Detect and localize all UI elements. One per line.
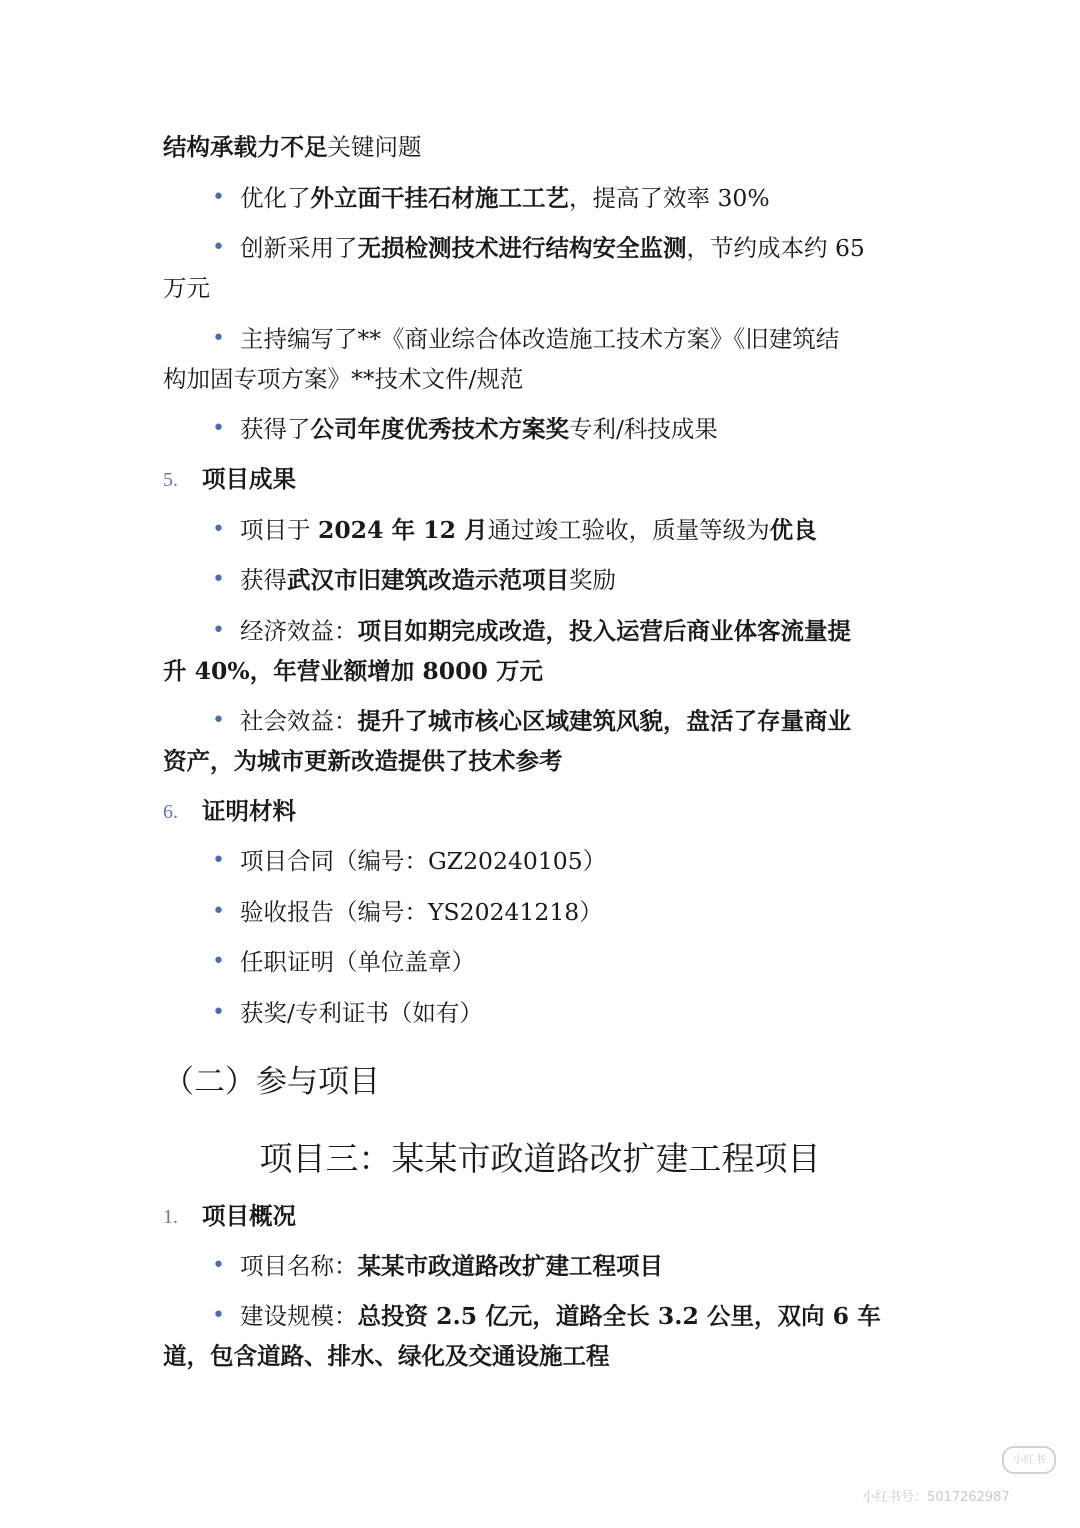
- bullet-dot: •: [212, 185, 225, 210]
- bullet-dot: •: [212, 1000, 225, 1025]
- bullet-dot: •: [212, 618, 225, 643]
- bold-text: 无损检测技术进行结构安全监测: [357, 234, 687, 262]
- text: 项目名称：: [240, 1252, 358, 1280]
- section-heading: 证明材料: [202, 797, 296, 825]
- bold-text: 公司年度优秀技术方案奖: [310, 415, 569, 443]
- text-line: 升 40%，年营业额增加 8000 万元: [163, 657, 543, 685]
- text: 建设规模：: [240, 1302, 358, 1330]
- bullet-dot: •: [212, 567, 225, 592]
- text: 专利/科技成果: [569, 415, 718, 443]
- bullet-text: [240, 1246, 920, 1286]
- bullet-text: [240, 701, 920, 741]
- text: ，提高了效率 30%: [569, 184, 770, 212]
- text-line: 构加固专项方案》**技术文件/规范: [163, 365, 524, 393]
- bullet-dot: •: [212, 517, 225, 542]
- watermark-logo: 小红书: [1002, 1446, 1056, 1474]
- bullet-dot: •: [212, 899, 225, 924]
- bullet-text: [240, 560, 920, 600]
- bold-text: 2024 年 12 月: [317, 516, 488, 544]
- bullet-dot: •: [212, 848, 225, 873]
- list-item: 验收报告（编号：YS20241218）: [240, 898, 603, 926]
- bold-text: 提升了城市核心区域建筑风貌，盘活了存量商业: [357, 707, 851, 735]
- project-title: 项目三：某某市政道路改扩建工程项目: [259, 1139, 821, 1178]
- text: 创新采用了: [240, 234, 358, 262]
- part-heading: （二）参与项目: [163, 1064, 380, 1100]
- bold-text: 优良: [769, 516, 817, 544]
- bullet-dot: •: [212, 326, 225, 351]
- text: ，节约成本约 65: [686, 234, 865, 262]
- text: 获得了: [240, 415, 311, 443]
- bullet-dot: •: [212, 416, 225, 441]
- bullet-dot: •: [212, 1253, 225, 1278]
- text-line: 资产，为城市更新改造提供了技术参考: [163, 747, 563, 775]
- text: 项目于: [240, 516, 318, 544]
- bold-text: 结构承载力不足: [163, 133, 328, 161]
- bold-text: 某某市政道路改扩建工程项目: [357, 1252, 663, 1280]
- section-number: 1.: [163, 1206, 178, 1228]
- list-item: 获奖/专利证书（如有）: [240, 999, 483, 1027]
- bold-text: 外立面干挂石材施工工艺: [310, 184, 569, 212]
- text-line: 万元: [163, 274, 210, 302]
- bullet-text: [240, 409, 920, 449]
- list-item: 任职证明（单位盖章）: [240, 948, 475, 976]
- section-number: 5.: [163, 469, 178, 491]
- text-line: [163, 127, 923, 167]
- bullet-dot: •: [212, 1303, 225, 1328]
- bold-text: 武汉市旧建筑改造示范项目: [287, 566, 569, 594]
- text: 关键问题: [327, 133, 422, 161]
- bullet-text: [240, 611, 920, 651]
- text: 奖励: [569, 566, 616, 594]
- text: 社会效益：: [240, 707, 358, 735]
- bullet-text: 主持编写了**《商业综合体改造施工技术方案》《旧建筑结: [240, 325, 840, 353]
- bullet-dot: •: [212, 708, 225, 733]
- text: 优化了: [240, 184, 311, 212]
- text: 获得: [240, 566, 287, 594]
- text: 经济效益：: [240, 617, 358, 645]
- bullet-dot: •: [212, 235, 225, 260]
- section-heading: 项目成果: [202, 465, 296, 493]
- bullet-dot: •: [212, 949, 225, 974]
- bullet-text: [240, 510, 920, 550]
- section-heading: 项目概况: [202, 1202, 296, 1230]
- bullet-text: [240, 1296, 920, 1336]
- bullet-text: [240, 178, 920, 218]
- section-number: 6.: [163, 801, 178, 823]
- text-line: 道，包含道路、排水、绿化及交通设施工程: [163, 1342, 610, 1370]
- watermark-text: 小红书号：5017262987: [862, 1490, 1010, 1505]
- bold-text: 项目如期完成改造，投入运营后商业体客流量提: [357, 617, 851, 645]
- text: 通过竣工验收，质量等级为: [487, 516, 770, 544]
- bold-text: 总投资 2.5 亿元，道路全长 3.2 公里，双向 6 车: [357, 1302, 881, 1330]
- list-item: 项目合同（编号：GZ20240105）: [240, 847, 607, 875]
- bullet-text: [240, 228, 920, 268]
